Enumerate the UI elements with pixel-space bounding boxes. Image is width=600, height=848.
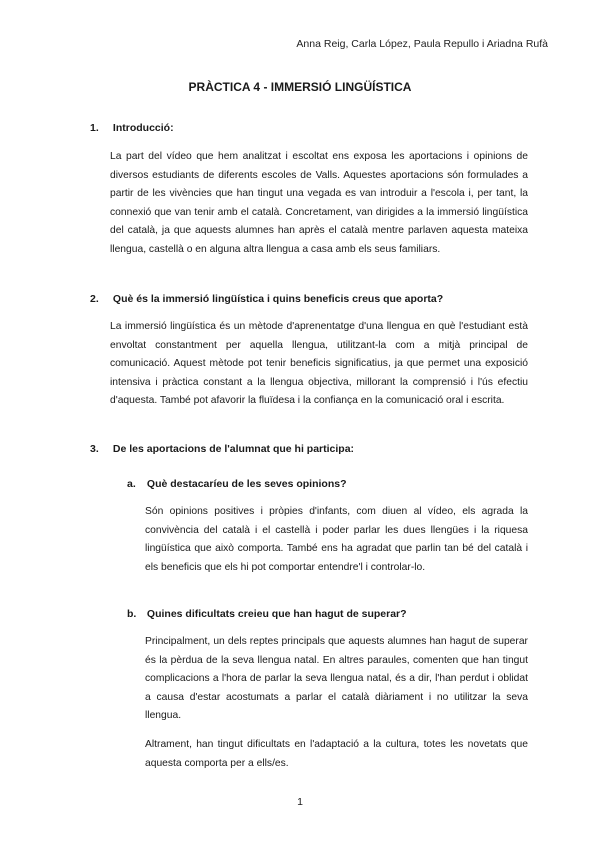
- section-title: De les aportacions de l'alumnat que hi participa:: [112, 443, 355, 455]
- section-number: 3.: [90, 443, 99, 455]
- section-3-heading: [90, 443, 354, 455]
- section-title: Què és la immersió lingüística i quins beneficis creus que aporta?: [112, 293, 444, 305]
- section-title: Introducció:: [112, 122, 174, 134]
- section-2-heading: [90, 293, 443, 305]
- section-1-paragraph: La part del vídeo que hem analitzat i escoltat ens exposa les aportacions i opinions de diversos estudiants de diferents escoles de Valls. Aquestes aportacions són formulades a partir de les vivències que han tingut una vegada es van introduir a l'escola i, per tant, la connexió que van tenir amb el català. Concretament, van dirigides a la immersió lingüística del català, ja que aquests alumnes han après el català mentre parlaven aquesta mateixa llengua, castellà o en alguna altra llengua a casa amb els seus familiars.: [110, 151, 528, 255]
- header-authors: Anna Reig, Carla López, Paula Repullo i Ariadna Rufà: [296, 38, 548, 50]
- subsection-letter: a.: [127, 478, 136, 490]
- subsection-a-paragraph: Són opinions positives i pròpies d'infants, com diuen al vídeo, els agrada la convivència del català i el castellà i poder parlar les dues llengües i la riquesa lingüística que això comporta. També ens ha agradat que parlin tan bé del català i els beneficis que els hi pot comportar entendre'l i controlar-lo.: [145, 506, 528, 573]
- subsection-a-heading: [127, 478, 347, 490]
- subsection-b-paragraph-1: Principalment, un dels reptes principals que aquests alumnes han hagut de superar és la pèrdua de la seva llengua natal. En altres paraules, comenten que han tingut complicacions a l'hora de parlar la seva llengua natal, és a dir, l'han perdut i oblidat a causa d'estar acostumats a parlar el català diàriament i no utilitzar la seva llengua.: [145, 636, 528, 722]
- section-2-paragraph: La immersió lingüística és un mètode d'aprenentatge d'una llengua en què l'estudiant està envoltat constantment per aquella llengua, utilitzant-la com a mitjà principal de comunicació. Aquest mètode pot tenir beneficis significatius, ja que permet una exposició intensiva i pràctica constant a la llengua objectiva, millorant la comprensió i l'ús efectiu d'aquesta. També pot afavorir la fluïdesa i la confiança en la comunicació oral i escrita.: [110, 321, 528, 407]
- subsection-title: Quines dificultats creieu que han hagut de superar?: [146, 608, 407, 620]
- page-number: 1: [297, 796, 303, 808]
- subsection-title: Què destacaríeu de les seves opinions?: [146, 478, 347, 490]
- page-title: PRÀCTICA 4 - IMMERSIÓ LINGÜÍSTICA: [188, 80, 412, 94]
- subsection-b-paragraph-2: Altrament, han tingut dificultats en l'adaptació a la cultura, totes les novetats que aquesta comporta per a ells/es.: [145, 739, 528, 769]
- subsection-b-heading: [127, 608, 407, 620]
- section-number: 1.: [90, 122, 99, 134]
- section-1-heading: [90, 122, 174, 134]
- subsection-letter: b.: [127, 608, 137, 620]
- section-number: 2.: [90, 293, 99, 305]
